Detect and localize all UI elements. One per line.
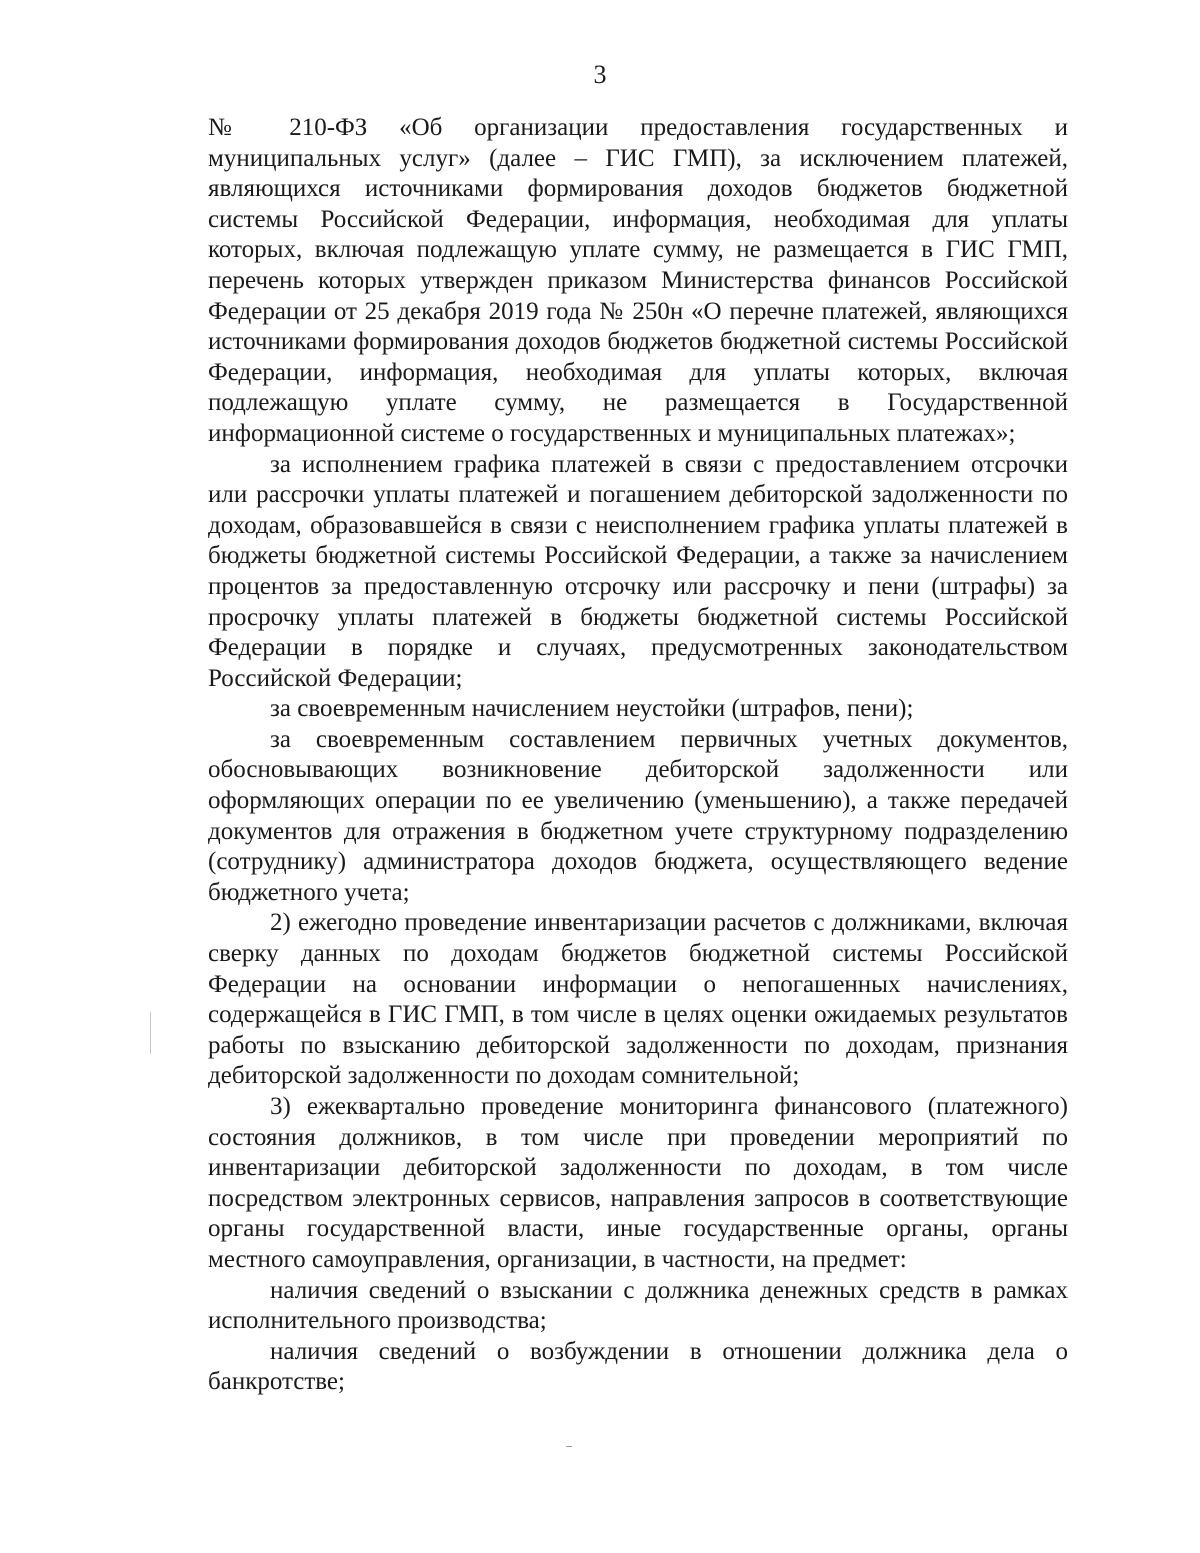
scan-edge-mark bbox=[150, 1012, 151, 1054]
paragraph-bankruptcy-info: наличия сведений о возбуждении в отношении должника дела о банкротстве; bbox=[208, 1337, 1068, 1396]
paragraph-enforcement-info: наличия сведений о взыскании с должника денежных средств в рамках исполнительного производства; bbox=[208, 1276, 1068, 1335]
scan-speck bbox=[566, 1446, 572, 1447]
paragraph-payment-schedule-control: за исполнением графика платежей в связи с предоставлением отсрочки или рассрочки уплаты платежей и погашением дебиторской задолженности по доходам, образовавшейся в связи с неисполнением графика уплаты платежей в бюджеты бюджетной системы Российской Федерации, а также за начислением процентов за предоставленную отсрочку или рассрочку и пени (штрафы) за просрочку уплаты платежей в бюджеты бюджетной системы Российской Федерации в порядке и случаях, предусмотренных законодательством Российской Федерации; bbox=[208, 450, 1068, 692]
page-number: 3 bbox=[593, 60, 607, 89]
paragraph-penalty-accrual: за своевременным начислением неустойки (штрафов, пени); bbox=[270, 695, 914, 723]
paragraph-continuation: № 210-ФЗ «Об организации предоставления государственных и муниципальных услуг» (далее – ГИС ГМП), за исключением платежей, являющихся источниками формирования доходов бюджетов бюджетной системы Российской Федерации, информация, необходимая для уплаты которых, включая подлежащую уплате сумму, не размещается в ГИС ГМП, перечень которых утвержден приказом Министерства финансов Российской Федерации от 25 декабря 2019 года № 250н «О перечне платежей, являющихся источниками формирования доходов бюджетов бюджетной системы Российской Федерации, информация, необходимая для уплаты которых, включая подлежащую уплате сумму, не размещается в Государственной информационной системе о государственных и муниципальных платежах»; bbox=[208, 114, 1068, 447]
paragraph-annual-inventory: 2) ежегодно проведение инвентаризации расчетов с должниками, включая сверку данных по доходам бюджетов бюджетной системы Российской Федерации на основании информации о непогашенных начислениях, содержащейся в ГИС ГМП, в том числе в целях оценки ожидаемых результатов работы по взысканию дебиторской задолженности по доходам, признания дебиторской задолженности по доходам сомнительной; bbox=[208, 909, 1068, 1090]
document-body bbox=[208, 113, 1068, 1398]
paragraph-primary-documents: за своевременным составлением первичных учетных документов, обосновывающих возникновение дебиторской задолженности или оформляющих операции по ее увеличению (уменьшению), а также передачей документов для отражения в бюджетном учете структурному подразделению (сотруднику) администратора доходов бюджета, осуществляющего ведение бюджетного учета; bbox=[208, 725, 1068, 906]
paragraph-quarterly-monitoring: 3) ежеквартально проведение мониторинга финансового (платежного) состояния должников, в том числе при проведении мероприятий по инвентаризации дебиторской задолженности по доходам, в том числе посредством электронных сервисов, направления запросов в соответствующие органы государственной власти, иные государственные органы, органы местного самоуправления, организации, в частности, на предмет: bbox=[208, 1093, 1068, 1273]
